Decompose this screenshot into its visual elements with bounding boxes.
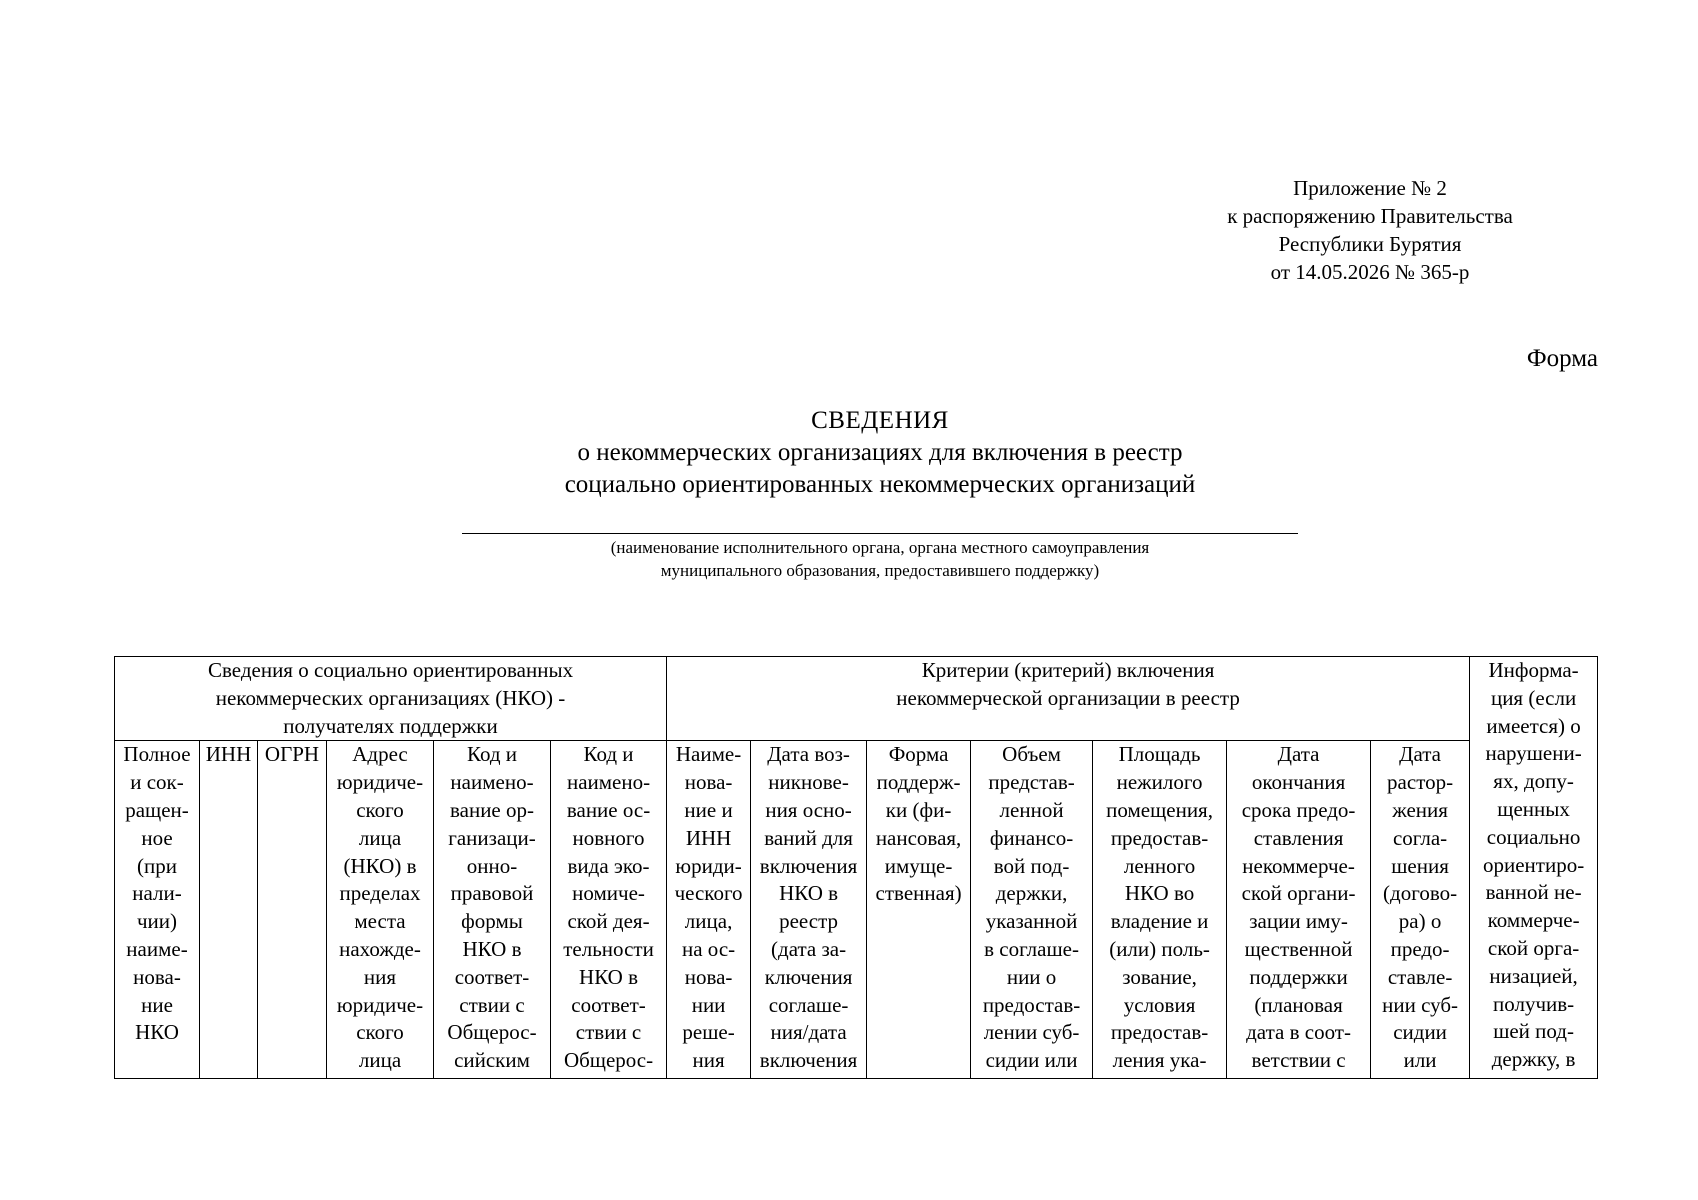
header-group-criteria bbox=[667, 657, 1470, 741]
col-header-text: Форма поддерж- ки (фи- нансовая, имуще- ственная) bbox=[875, 742, 962, 906]
col-header-support-end-date bbox=[1227, 741, 1371, 1079]
header-violations-info-text: Информа- ция (если имеется) о нарушени- ях, допу- щенных социально ориентиро- ванной не- коммерче- ской орга- низацией, получив- шей под- держку, в bbox=[1482, 658, 1585, 1072]
appendix-line: к распоряжению Правительства bbox=[1227, 204, 1513, 228]
table-subheader-row bbox=[115, 741, 1598, 1079]
col-header-activity-code bbox=[551, 741, 667, 1079]
col-header-text: Объем представ- ленной финансо- вой под- держки, указанной в соглаше- нии о предостав- лении суб- сидии или bbox=[982, 742, 1081, 1073]
col-header-text: Площадь нежилого помещения, предостав- ленного НКО во владение и (или) поль- зование, условия предостав- ления ука- bbox=[1106, 742, 1213, 1073]
col-header-text: Код и наимено- вание ор- ганизаци- онно- правовой формы НКО в соответ- ствии с Общерос- сийским bbox=[447, 742, 537, 1073]
header-group-nko-info bbox=[115, 657, 667, 741]
col-header-decision-entity bbox=[667, 741, 751, 1079]
appendix-block bbox=[1180, 174, 1560, 286]
title-heading: СВЕДЕНИЯ bbox=[811, 407, 949, 434]
registry-table bbox=[114, 656, 1598, 1079]
signature-line bbox=[462, 533, 1298, 534]
form-label: Форма bbox=[1526, 345, 1598, 372]
title-subline: социально ориентированных некоммерческих организаций bbox=[564, 471, 1196, 498]
col-header-text: ОГРН bbox=[264, 742, 320, 767]
document-title bbox=[380, 405, 1380, 501]
col-header-text: Дата растор- жения согла- шения (догово- ра) о предо- ставле- нии суб- сидии или bbox=[1382, 742, 1459, 1073]
appendix-line: Республики Бурятия bbox=[1278, 232, 1462, 256]
header-group-nko-info-text: Сведения о социально ориентированных некоммерческих организациях (НКО) - получателях поддержки bbox=[207, 658, 574, 738]
col-header-full-name bbox=[115, 741, 200, 1079]
header-violations-info bbox=[1470, 657, 1598, 1079]
caption-line: (наименование исполнительного органа, органа местного самоуправления bbox=[610, 538, 1150, 557]
col-header-legal-form bbox=[434, 741, 551, 1079]
col-header-text: Полное и сок- ращен- ное (при нали- чии) наиме- нова- ние НКО bbox=[123, 742, 191, 1045]
col-header-text: Адрес юридиче- ского лица (НКО) в пределах места нахожде- ния юридиче- ского лица bbox=[336, 742, 424, 1073]
col-header-text: ИНН bbox=[205, 742, 252, 767]
col-header-text: Наиме- нова- ние и ИНН юриди- ческого лица, на ос- нова- нии реше- ния bbox=[674, 742, 743, 1073]
title-subline: о некоммерческих организациях для включения в реестр bbox=[577, 439, 1183, 466]
col-header-premises-area bbox=[1093, 741, 1227, 1079]
appendix-date-line: от 14.05.2026 № 365-р bbox=[1270, 260, 1470, 284]
signline-caption bbox=[462, 536, 1298, 582]
col-header-text: Дата окончания срока предо- ставления некоммерче- ской органи- зации иму- щественной поддержки (плановая дата в соот- ветствии с bbox=[1241, 742, 1356, 1073]
col-header-support-form bbox=[867, 741, 971, 1079]
table-header-row bbox=[115, 657, 1598, 741]
col-header-inclusion-date bbox=[751, 741, 867, 1079]
col-header-support-amount bbox=[971, 741, 1093, 1079]
header-group-criteria-text: Критерии (критерий) включения некоммерческой организации в реестр bbox=[896, 658, 1240, 710]
appendix-line: Приложение № 2 bbox=[1293, 176, 1447, 200]
col-header-ogrn bbox=[258, 741, 327, 1079]
col-header-address bbox=[327, 741, 434, 1079]
col-header-inn bbox=[200, 741, 258, 1079]
col-header-text: Код и наимено- вание ос- новного вида эко- номиче- ской дея- тельности НКО в соответ- ствии с Общерос- bbox=[563, 742, 654, 1073]
caption-line: муниципального образования, предоставившего поддержку) bbox=[660, 561, 1100, 580]
col-header-termination-date bbox=[1371, 741, 1470, 1079]
col-header-text: Дата воз- никнове- ния осно- ваний для включения НКО в реестр (дата за- ключения соглаше- ния/дата включения bbox=[759, 742, 858, 1073]
